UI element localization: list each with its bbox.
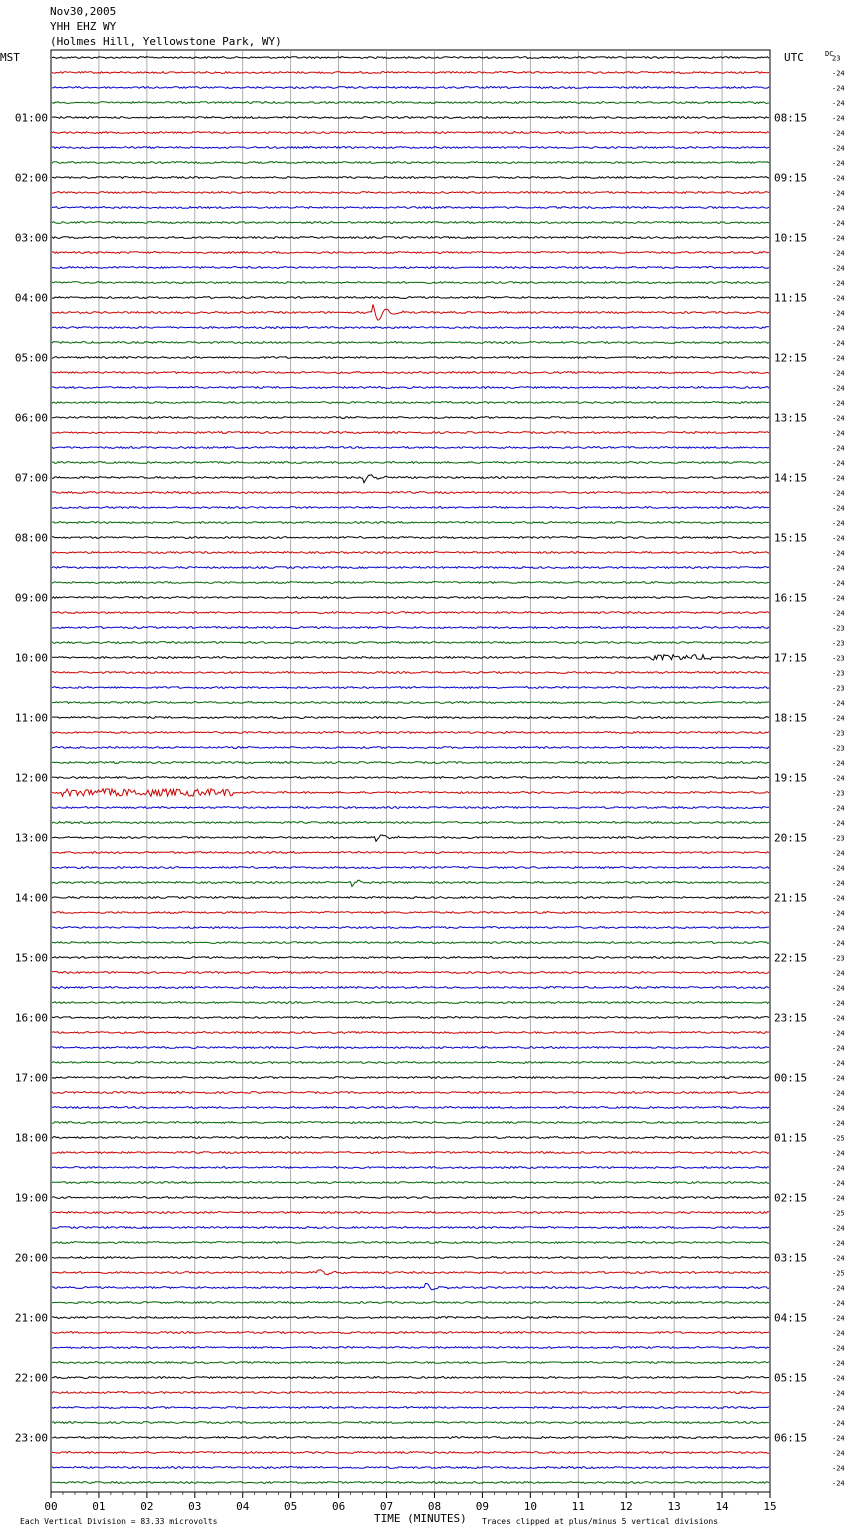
trace-line [52,912,769,914]
trace-line [52,492,769,494]
dc-offset-label: -24 [832,1329,845,1338]
x-tick-label: 02 [140,1500,154,1513]
trace-line [52,777,769,779]
x-tick-label: 09 [475,1500,490,1513]
utc-hour-label: 05:15 [774,1371,808,1385]
dc-offset-label: -24 [832,804,845,813]
trace-line [52,102,769,104]
dc-offset-label: -24 [832,309,845,318]
mst-hour-label: 02:00 [14,171,48,185]
trace-line [52,177,769,179]
dc-offset-label: -24 [832,564,845,573]
trace-line [52,1482,769,1484]
trace-line [52,1017,769,1019]
dc-offset-label: -24 [832,1089,845,1098]
dc-offset-label: -24 [832,1344,845,1353]
utc-hour-label: 17:15 [774,651,808,665]
dc-offset-label: -23 [832,624,845,633]
trace-line [52,1242,769,1244]
trace-line [52,507,769,509]
x-tick-label: 00 [44,1500,58,1513]
trace-line [52,1302,769,1304]
x-tick-label: 07 [379,1500,394,1513]
x-tick-label: 05 [284,1500,298,1513]
dc-offset-label: -24 [832,714,845,723]
clip-note: Traces clipped at plus/minus 5 vertical divisions [482,1517,719,1526]
dc-offset-label: -24 [832,459,845,468]
dc-offset-label: -24 [832,1194,845,1203]
dc-offset-label: -24 [832,1314,845,1323]
utc-hour-label: 18:15 [774,711,808,725]
trace-line [52,1137,769,1139]
dc-offset-label: -24 [832,579,845,588]
dc-offset-label: -24 [832,1029,845,1038]
trace-line [52,942,769,944]
trace-line [52,1422,769,1424]
trace-line [52,327,769,329]
dc-offset-label: -24 [832,264,845,273]
dc-offset-label: -24 [832,1044,845,1053]
dc-offset-label: -24 [832,594,845,603]
trace-line [52,297,769,299]
dc-offset-label: -24 [832,969,845,978]
utc-hour-label: 10:15 [774,231,808,245]
x-tick-label: 06 [331,1500,346,1513]
trace-line [52,789,769,797]
dc-offset-label: -24 [832,1479,845,1488]
utc-hour-label: 14:15 [774,471,808,485]
utc-hour-label: 04:15 [774,1311,808,1325]
dc-offset-label: -24 [832,1059,845,1068]
utc-hour-label: 16:15 [774,591,808,605]
dc-offset-label: -24 [832,699,845,708]
utc-hour-label: 23:15 [774,1011,808,1025]
trace-line [52,880,769,886]
trace-line [52,72,769,74]
dc-offset-label: -24 [832,894,845,903]
mst-hour-label: 20:00 [14,1251,48,1265]
trace-line [52,1197,769,1199]
trace-line [52,597,769,599]
dc-offset-label: -23 [832,789,845,798]
trace-line [52,1002,769,1004]
trace-line [52,402,769,404]
trace-line [52,1062,769,1064]
dc-offset-label: -24 [832,549,845,558]
dc-offset-label: -24 [832,1419,845,1428]
trace-line [52,642,769,644]
trace-line [52,852,769,854]
station-label: YHH EHZ WY [50,20,117,33]
utc-hour-label: 22:15 [774,951,808,965]
mst-hour-label: 06:00 [14,411,48,425]
dc-offset-label: -24 [832,879,845,888]
vertical-division-note: Each Vertical Division = 83.33 microvolts [20,1517,218,1526]
trace-line [52,927,769,929]
mst-hour-label: 03:00 [14,231,48,245]
utc-hour-label: 02:15 [774,1191,808,1205]
dc-offset-label: -24 [832,909,845,918]
trace-line [52,87,769,89]
trace-line [52,237,769,239]
dc-offset-label: -24 [832,114,845,123]
dc-offset-label: -24 [832,1119,845,1128]
trace-line [52,1270,769,1275]
trace-line [52,462,769,464]
dc-offset-label: -23 [832,729,845,738]
trace-line [52,475,769,483]
utc-hour-label: 09:15 [774,171,808,185]
mst-hour-label: 14:00 [14,891,48,905]
trace-line [52,747,769,749]
utc-hour-label: 12:15 [774,351,808,365]
utc-hour-label: 11:15 [774,291,808,305]
dc-offset-label: -24 [832,1164,845,1173]
mst-hour-label: 22:00 [14,1371,48,1385]
trace-line [52,762,769,764]
dc-offset-label: -24 [832,864,845,873]
trace-line [52,1467,769,1469]
dc-offset-label: -24 [832,444,845,453]
trace-line [52,1212,769,1214]
dc-offset-label: -24 [832,939,845,948]
dc-offset-label: -24 [832,819,845,828]
trace-line [52,1032,769,1034]
utc-hour-label: 15:15 [774,531,808,545]
plot-frame [51,50,770,1492]
trace-line [52,252,769,254]
x-tick-label: 14 [715,1500,729,1513]
trace-line [52,357,769,359]
trace-line [52,1167,769,1169]
trace-line [52,1377,769,1379]
dc-offset-label: -24 [832,1374,845,1383]
trace-line [52,1092,769,1094]
trace-line [52,552,769,554]
dc-offset-label: -23 [832,834,845,843]
dc-offset-label: -23 [832,744,845,753]
trace-line [52,1347,769,1349]
utc-label: UTC [784,51,804,64]
trace-line [52,132,769,134]
dc-label: DC [825,50,834,58]
trace-line [52,687,769,689]
trace-line [52,1257,769,1259]
dc-offset-label: -24 [832,774,845,783]
dc-offset-label: -24 [832,99,845,108]
trace-line [52,447,769,449]
date-label: Nov30,2005 [50,5,117,18]
utc-hour-label: 01:15 [774,1131,808,1145]
trace-line [52,387,769,389]
x-tick-label: 04 [236,1500,250,1513]
dc-offset-label: -24 [832,339,845,348]
trace-line [52,835,769,841]
mst-hour-label: 19:00 [14,1191,48,1205]
dc-offset-label: -24 [832,174,845,183]
x-tick-label: 10 [523,1500,537,1513]
trace-line [52,522,769,524]
x-tick-label: 11 [571,1500,585,1513]
mst-hour-label: 11:00 [14,711,48,725]
dc-offset-label: -24 [832,144,845,153]
dc-offset-label: -23 [832,639,845,648]
dc-offset-label: -24 [832,609,845,618]
dc-offset-label: -24 [832,369,845,378]
dc-offset-label: -24 [832,504,845,513]
trace-line [52,1392,769,1394]
dc-offset-label: -23 [832,684,845,693]
trace-line [52,972,769,974]
trace-line [52,147,769,149]
trace-line [52,267,769,269]
trace-line [52,1077,769,1079]
dc-offset-label: -24 [832,429,845,438]
dc-offset-label: -24 [832,1224,845,1233]
dc-offset-label: -24 [832,219,845,228]
trace-line [52,702,769,704]
trace-line [52,717,769,719]
utc-hour-label: 08:15 [774,111,808,125]
dc-offset-label: -24 [832,279,845,288]
mst-hour-label: 18:00 [14,1131,48,1145]
trace-line [52,1227,769,1229]
dc-offset-label: -24 [832,69,845,78]
x-axis-title: TIME (MINUTES) [374,1512,467,1525]
trace-line [52,192,769,194]
dc-offset-label: 23 [832,54,841,63]
dc-offset-label: -24 [832,1464,845,1473]
trace-line [52,372,769,374]
mst-hour-label: 01:00 [14,111,48,125]
utc-hour-label: 19:15 [774,771,808,785]
utc-hour-label: 00:15 [774,1071,808,1085]
trace-line [52,342,769,344]
mst-hour-label: 17:00 [14,1071,48,1085]
dc-offset-label: -24 [832,1239,845,1248]
dc-offset-label: -24 [832,759,845,768]
utc-hour-label: 06:15 [774,1431,808,1445]
mst-hour-label: 05:00 [14,351,48,365]
trace-line [52,282,769,284]
dc-offset-label: -24 [832,999,845,1008]
trace-line [52,1047,769,1049]
x-tick-label: 03 [188,1500,202,1513]
dc-offset-label: -24 [832,849,845,858]
trace-line [52,117,769,119]
mst-hour-label: 13:00 [14,831,48,845]
x-tick-label: 15 [763,1500,777,1513]
dc-offset-label: -24 [832,324,845,333]
dc-offset-label: -24 [832,1254,845,1263]
trace-line [52,957,769,959]
dc-offset-label: -24 [832,1104,845,1113]
dc-offset-label: -24 [832,1149,845,1158]
mst-hour-label: 15:00 [14,951,48,965]
trace-line [52,432,769,434]
trace-line [52,1152,769,1154]
dc-offset-label: -24 [832,189,845,198]
trace-line [52,1107,769,1109]
trace-line [52,897,769,899]
trace-line [52,417,769,419]
dc-offset-label: -25 [832,1134,845,1143]
dc-offset-label: -24 [832,1434,845,1443]
dc-offset-label: -24 [832,534,845,543]
trace-line [52,162,769,164]
dc-offset-label: -24 [832,1179,845,1188]
trace-line [52,222,769,224]
dc-offset-label: -23 [832,954,845,963]
trace-line [52,867,769,869]
trace-line [52,807,769,809]
dc-offset-label: -24 [832,414,845,423]
mst-hour-label: 10:00 [14,651,48,665]
dc-offset-label: -24 [832,474,845,483]
mst-hour-label: 12:00 [14,771,48,785]
trace-line [52,1122,769,1124]
dc-offset-label: -23 [832,669,845,678]
dc-offset-label: -24 [832,84,845,93]
mst-hour-label: 09:00 [14,591,48,605]
dc-offset-label: -24 [832,1389,845,1398]
dc-offset-label: -24 [832,1449,845,1458]
dc-offset-label: -24 [832,354,845,363]
mst-hour-label: 08:00 [14,531,48,545]
utc-hour-label: 03:15 [774,1251,808,1265]
dc-offset-label: -23 [832,654,845,663]
dc-offset-label: -24 [832,924,845,933]
dc-offset-label: -24 [832,1284,845,1293]
x-tick-label: 12 [619,1500,633,1513]
dc-offset-label: -24 [832,159,845,168]
mst-label: MST [0,51,20,64]
dc-offset-label: -24 [832,1014,845,1023]
trace-line [52,672,769,674]
dc-offset-label: -24 [832,1074,845,1083]
mst-hour-label: 07:00 [14,471,48,485]
trace-line [52,822,769,824]
mst-hour-label: 04:00 [14,291,48,305]
x-tick-label: 01 [92,1500,106,1513]
trace-line [52,207,769,209]
trace-line [52,582,769,584]
x-tick-label: 13 [667,1500,681,1513]
dc-offset-label: -24 [832,204,845,213]
trace-line [52,655,769,660]
dc-offset-label: -24 [832,1299,845,1308]
dc-offset-label: -24 [832,489,845,498]
dc-offset-label: -24 [832,984,845,993]
dc-offset-label: -24 [832,249,845,258]
trace-line [52,1452,769,1454]
dc-offset-label: -24 [832,129,845,138]
trace-line [52,987,769,989]
trace-line [52,732,769,734]
dc-offset-label: -25 [832,1209,845,1218]
utc-hour-label: 20:15 [774,831,808,845]
utc-hour-label: 13:15 [774,411,808,425]
dc-offset-label: -24 [832,1404,845,1413]
dc-offset-label: -24 [832,1359,845,1368]
trace-line [52,1317,769,1319]
dc-offset-label: -24 [832,399,845,408]
location-label: (Holmes Hill, Yellowstone Park, WY) [50,35,282,48]
x-tick-label: 08 [427,1500,442,1513]
mst-hour-label: 16:00 [14,1011,48,1025]
mst-hour-label: 23:00 [14,1431,48,1445]
trace-line [52,537,769,539]
trace-line [52,1437,769,1439]
dc-offset-label: -24 [832,519,845,528]
trace-line [52,304,769,320]
trace-line [52,1182,769,1184]
trace-line [52,1332,769,1334]
utc-hour-label: 21:15 [774,891,808,905]
dc-offset-label: -24 [832,294,845,303]
dc-offset-label: -24 [832,384,845,393]
trace-line [52,567,769,569]
trace-line [52,1283,769,1289]
dc-offset-label: -25 [832,1269,845,1278]
trace-line [52,627,769,629]
dc-offset-label: -24 [832,234,845,243]
trace-line [52,612,769,614]
trace-line [52,1362,769,1364]
trace-line [52,57,769,59]
mst-hour-label: 21:00 [14,1311,48,1325]
trace-line [52,1407,769,1409]
